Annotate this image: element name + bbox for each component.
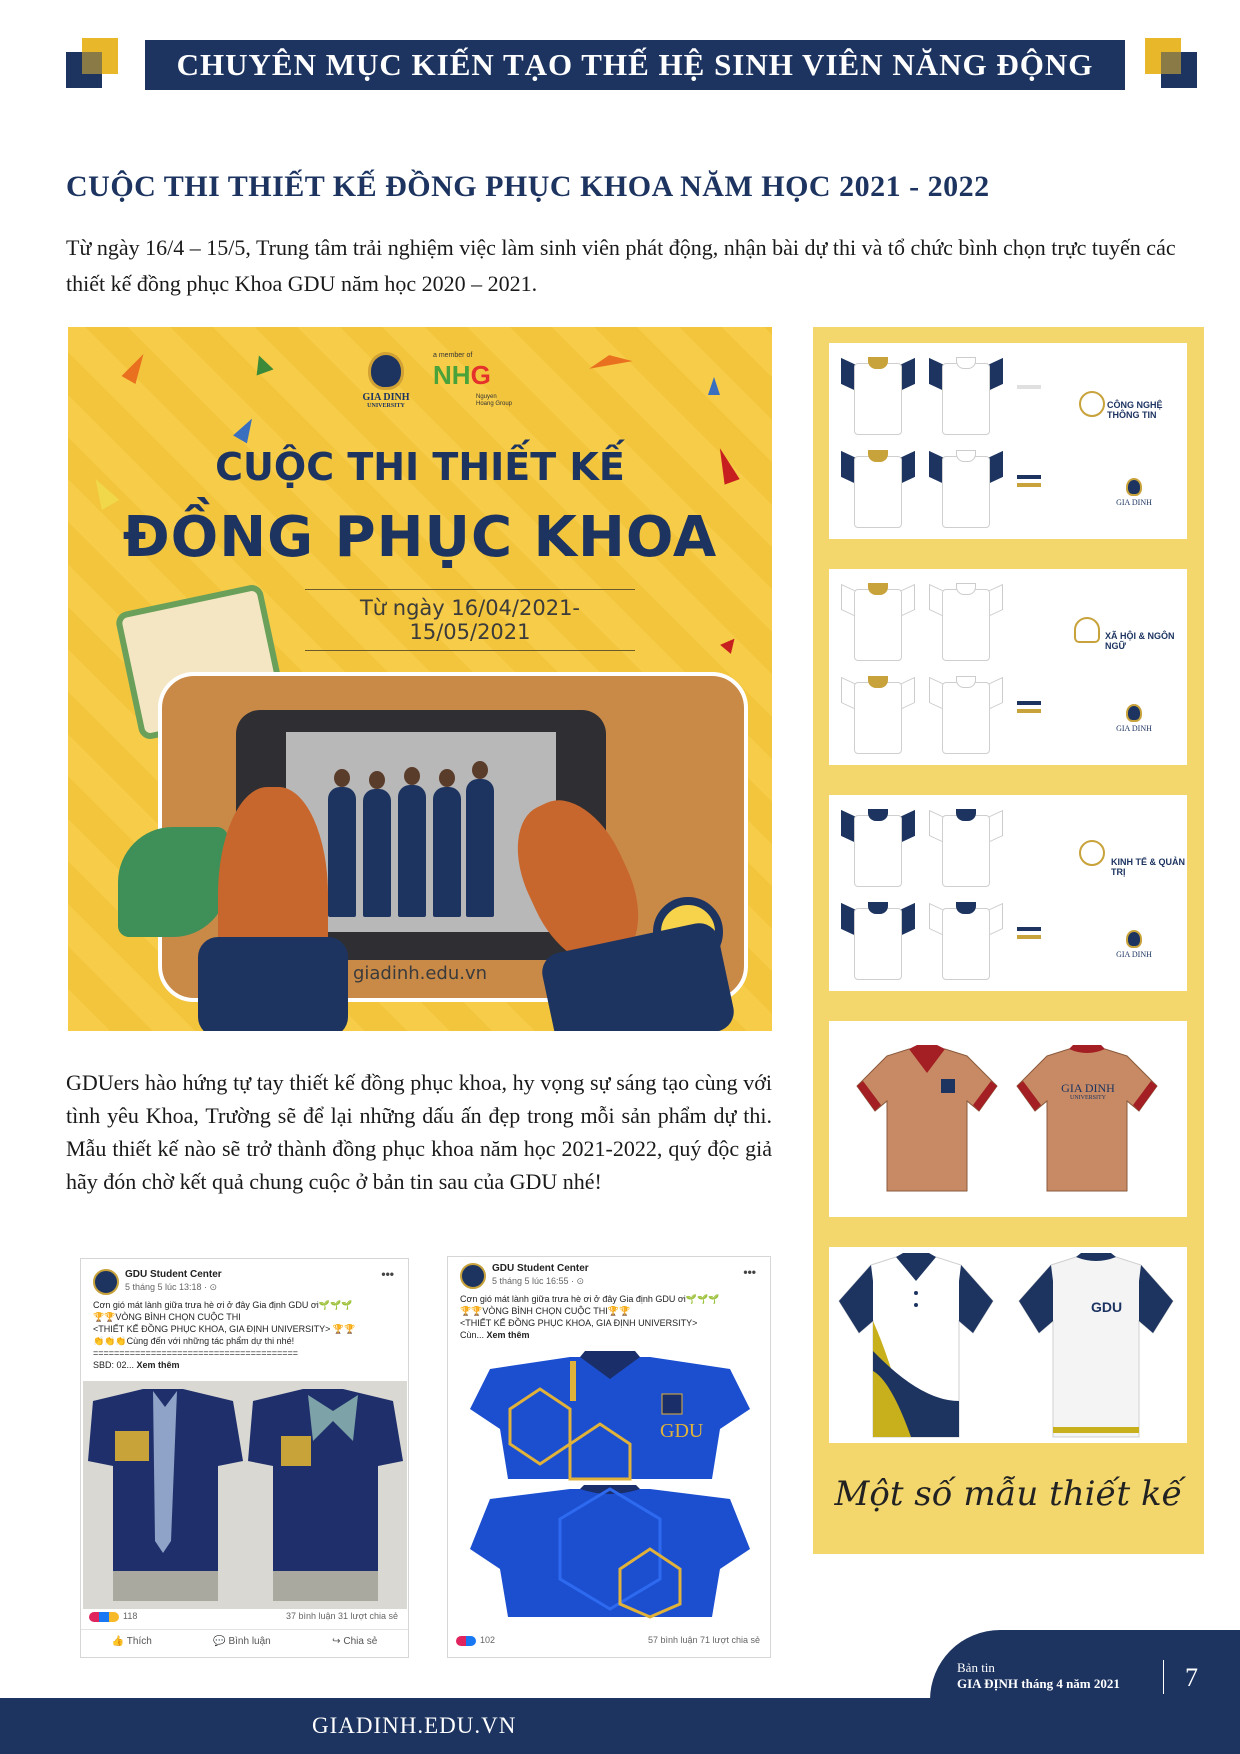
design-card-brown-polo: GIA DINH UNIVERSITY <box>829 1021 1187 1217</box>
post-image-blue-polos <box>450 1349 768 1619</box>
post-time[interactable]: 5 tháng 5 lúc 16:55 · ⊙ <box>492 1276 585 1286</box>
students-photo <box>318 747 498 917</box>
plant-illustration <box>118 827 228 937</box>
article-title: CUỘC THI THIẾT KẾ ĐỒNG PHỤC KHOA NĂM HỌC 2021 - 2022 <box>66 170 990 203</box>
brown-polo-front <box>847 1041 1007 1201</box>
page-avatar[interactable] <box>93 1269 119 1295</box>
gia-dinh-logo: GIA DINH UNIVERSITY <box>358 352 414 409</box>
reaction-count[interactable]: 118 <box>89 1611 137 1622</box>
post-image-sketch-uniforms <box>83 1381 407 1609</box>
facebook-post-2 <box>447 1256 771 1658</box>
facebook-post-1 <box>80 1258 409 1658</box>
shirt-front <box>841 355 915 435</box>
reaction-count[interactable]: 102 <box>456 1635 495 1646</box>
shield-icon <box>368 352 404 390</box>
see-more-link[interactable]: Xem thêm <box>136 1360 180 1370</box>
page-name[interactable]: GDU Student Center <box>125 1269 222 1280</box>
faculty-name-economics: KINH TẾ & QUẢN TRỊ <box>1111 857 1185 877</box>
design-card-navy-polo <box>829 1247 1187 1443</box>
it-faculty-icon <box>1079 391 1105 417</box>
brown-polo-back <box>1007 1041 1167 1201</box>
header-decoration-left <box>66 38 122 90</box>
poster-headline-1: CUỘC THI THIẾT KẾ <box>215 445 625 489</box>
economics-faculty-icon <box>1079 840 1105 866</box>
gia-dinh-mini-logo: GIA DINH <box>1114 930 1154 959</box>
design-samples-panel <box>813 327 1204 1554</box>
footer-website[interactable]: GIADINH.EDU.VN <box>312 1713 517 1738</box>
design-samples-caption: Một số mẫu thiết kế <box>834 1474 1183 1514</box>
polo-back-print: GDU <box>1091 1299 1123 1315</box>
more-options-icon[interactable]: ••• <box>743 1265 756 1279</box>
design-card-social <box>829 569 1187 765</box>
sleeve-illustration-left <box>198 937 348 1031</box>
thumbs-up-icon: 👍 <box>111 1636 127 1647</box>
poster-logos: GIA DINH UNIVERSITY a member of NHG Nguyen Hoang Group <box>358 352 518 412</box>
faculty-name-it: CÔNG NGHỆ THÔNG TIN <box>1107 400 1163 420</box>
comment-button[interactable]: 💬 Bình luận <box>213 1636 271 1647</box>
more-options-icon[interactable]: ••• <box>381 1267 394 1281</box>
gia-dinh-mini-logo: GIA DINH <box>1114 478 1154 507</box>
article-body: GDUers hào hứng tự tay thiết kế đồng phục khoa, hy vọng sự sáng tạo cùng với tình yêu Khoa, Trường sẽ để lại những dấu ấn đẹp trong mỗi sản phẩm dự thi. Mẫu thiết kế nào sẽ trở thành đồng phục khoa năm học 2021-2022, quý độc giả hãy đón chờ kết quả chung cuộc ở bản tin sau của GDU nhé! <box>66 1070 772 1194</box>
shirt-front-alt <box>841 448 915 528</box>
share-icon: ↪ <box>332 1636 344 1647</box>
poster-headline-2: ĐỒNG PHỤC KHOA <box>122 505 718 570</box>
see-more-link[interactable]: Xem thêm <box>486 1330 530 1340</box>
post-stats[interactable]: 57 bình luận 71 lượt chia sẻ <box>648 1635 760 1645</box>
footer-bar <box>0 1698 1240 1754</box>
section-banner: CHUYÊN MỤC KIẾN TẠO THẾ HỆ SINH VIÊN NĂNG ĐỘNG <box>145 40 1125 90</box>
post-stats[interactable]: 37 bình luận 31 lượt chia sẻ <box>286 1611 398 1621</box>
polo-print-text: GIA DINH <box>1061 1081 1115 1095</box>
svg-text:GDU: GDU <box>660 1420 704 1442</box>
poster-url: giadinh.edu.vn <box>352 963 488 984</box>
page-avatar[interactable] <box>460 1263 486 1289</box>
comment-icon: 💬 <box>213 1636 229 1647</box>
page-name[interactable]: GDU Student Center <box>492 1263 589 1274</box>
post-text: Cơn gió mát lành giữa trưa hè ơi ở đây Gia định GDU ơi🌱🌱🌱 🏆🏆VÒNG BÌNH CHỌN CUỘC THI <THIẾT KẾ ĐỒNG PHỤC KHOA, GIA ĐỊNH UNIVERSITY> 🏆🏆 👏👏👏Cùng đến với những tác phẩm dự thi nhé! ======================================= SBD: 02... Xem thêm <box>93 1300 356 1370</box>
page-number: 7 <box>1185 1663 1198 1692</box>
design-card-economics <box>829 795 1187 991</box>
poster-dates: Từ ngày 16/04/2021-15/05/2021 <box>305 589 635 651</box>
post-time[interactable]: 5 tháng 5 lúc 13:18 · ⊙ <box>125 1282 218 1292</box>
shirt-back <box>929 355 1003 435</box>
shirt-back-alt <box>929 448 1003 528</box>
navy-polo-back <box>1011 1251 1181 1441</box>
nhg-logo: NHG <box>433 360 491 390</box>
post-text: Cơn gió mát lành giữa trưa hè ơi ở đây Gia định GDU ơi🌱🌱🌱 🏆🏆VÒNG BÌNH CHỌN CUỘC THI🏆🏆 <THIẾT KẾ ĐỒNG PHỤC KHOA, GIA ĐỊNH UNIVERSITY> Cùn... Xem thêm <box>460 1294 720 1340</box>
design-card-it <box>829 343 1187 539</box>
footer-divider <box>1163 1660 1164 1694</box>
newsletter-label: Bản tin GIA ĐỊNH tháng 4 năm 2021 <box>957 1660 1120 1691</box>
navy-polo-front <box>831 1251 1001 1441</box>
post-actions <box>81 1629 408 1647</box>
header-decoration-right <box>1145 38 1201 90</box>
gia-dinh-mini-logo: GIA DINH <box>1114 704 1154 733</box>
contest-poster <box>68 327 772 1031</box>
like-button[interactable]: 👍 Thích <box>111 1636 152 1647</box>
article-intro: Từ ngày 16/4 – 15/5, Trung tâm trải nghiệm việc làm sinh viên phát động, nhận bài dự thi và tổ chức bình chọn trực tuyến các thiết kế đồng phục Khoa GDU năm học 2020 – 2021. <box>66 235 1176 296</box>
share-button[interactable]: ↪ Chia sẻ <box>332 1636 378 1647</box>
social-faculty-icon <box>1074 617 1100 643</box>
faculty-name-social: XÃ HỘI & NGÔN NGỮ <box>1105 631 1175 651</box>
